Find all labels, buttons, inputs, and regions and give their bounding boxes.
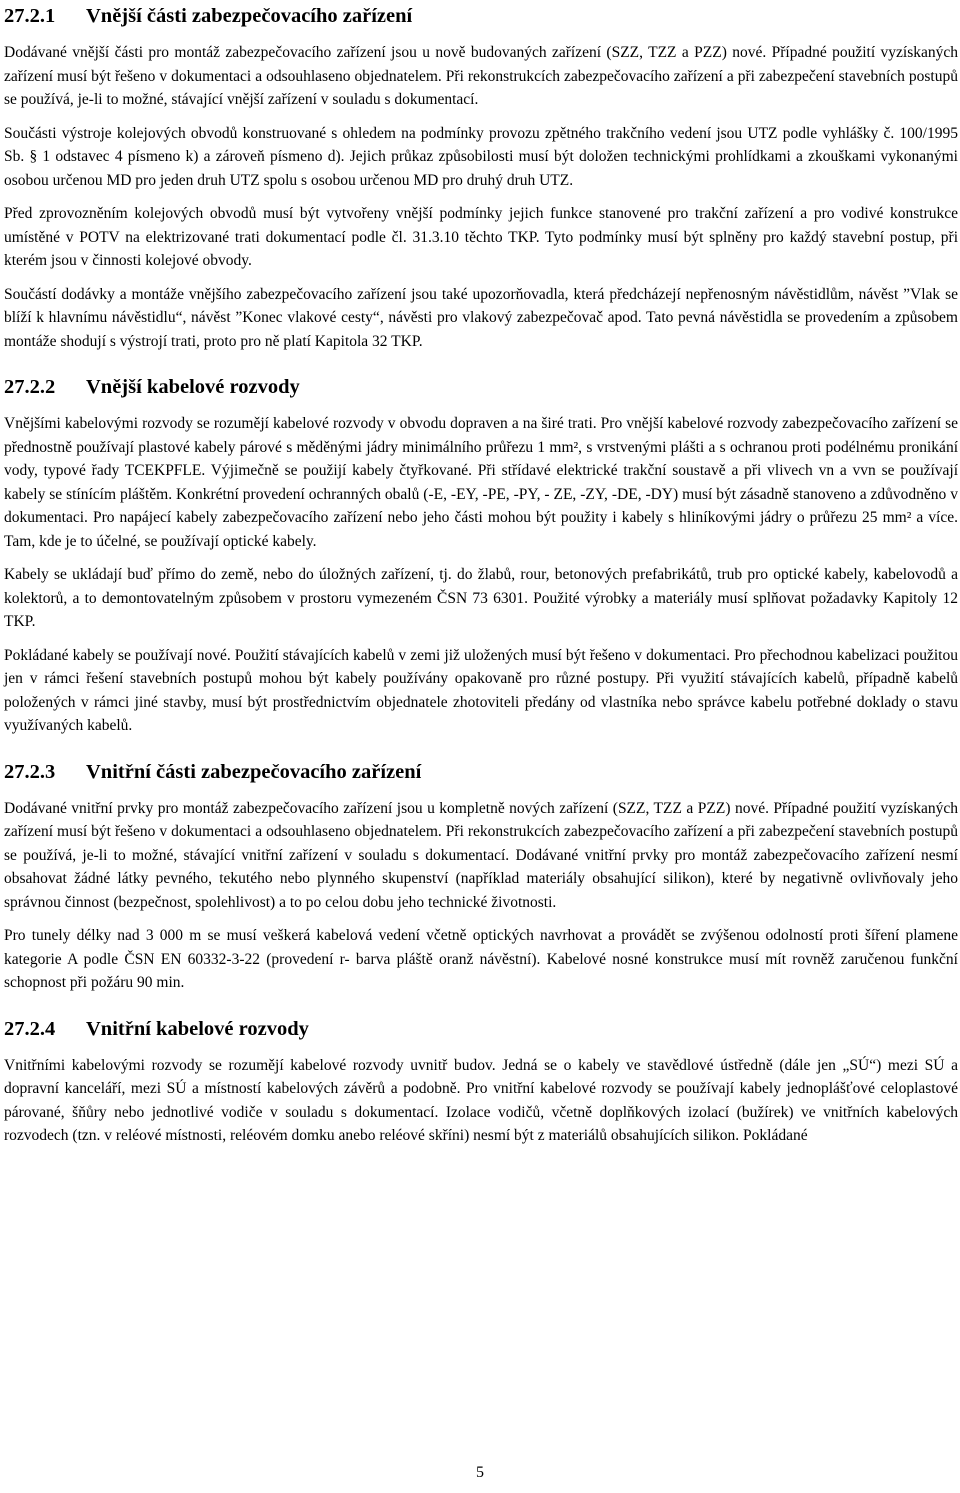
section-heading-27-2-4 bbox=[4, 1017, 958, 1041]
section-title: Vnitřní části zabezpečovacího zařízení bbox=[86, 760, 422, 783]
paragraph: Před zprovozněním kolejových obvodů musí být vytvořeny vnější podmínky jejich funkce stanovené pro trakční zařízení a pro vodivé konstrukce umístěné v POTV na elektrizované trati dokumentací podle čl. 31.3.10 těchto TKP. Tyto podmínky musí být splněny pro každý stavební postup, při kterém jsou v činnosti kolejové obvody. bbox=[4, 205, 958, 269]
section-title: Vnější části zabezpečovacího zařízení bbox=[86, 5, 413, 27]
paragraph: Vnitřními kabelovými rozvody se rozumějí kabelové rozvody uvnitř budov. Jedná se o kabely ve stavědlové ústředně (dále jen „SÚ“) mezi SÚ a dopravní kanceláří, mezi SÚ a místností kabelových závěrů a podobně. Pro vnitřní kabelové rozvody se používají kabely jednoplášťové celoplastové párované, šňůry nebo jednotlivé vodiče v souladu s dokumentací. Izolace vodičů, včetně doplňkových izolací (bužírek) ve vnitřních kabelových rozvodech (tzn. v reléové místnosti, reléovém domku anebo reléové skříni) nesmí být z materiálů obsahujících silikon. Pokládané bbox=[4, 1056, 958, 1144]
section-heading-27-2-2 bbox=[4, 375, 958, 399]
page-number: 5 bbox=[476, 1464, 484, 1481]
section-title: Vnější kabelové rozvody bbox=[86, 376, 300, 398]
section-title: Vnitřní kabelové rozvody bbox=[86, 1017, 309, 1040]
paragraph: Dodávané vnitřní prvky pro montáž zabezpečovacího zařízení jsou u kompletně nových zařízení (SZZ, TZZ a PZZ) nové. Případné použití vyzískaných zařízení musí být řešeno v dokumentaci a odsouhlaseno objednatelem. Při rekonstrukcích zabezpečovacího zařízení a při zabezpečení stavebních postupů se používá, je-li to možné, stávající vnitřní zařízení v souladu s dokumentací. Dodávané vnitřní prvky pro montáž zabezpečovacího zařízení nesmí obsahovat žádné látky pevného, tekutého nebo plynného skupenství (například materiály obsahující silikon), které by negativně ovlivňovaly jeho správnou činnost (bezpečnost, spolehlivost) a to po celou dobu jeho technické životnosti. bbox=[4, 799, 958, 911]
section-number: 27.2.3 bbox=[4, 760, 56, 783]
page-content bbox=[4, 4, 958, 1148]
paragraph: Součástí dodávky a montáže vnějšího zabezpečovacího zařízení jsou také upozorňovadla, která předcházejí nepřenosným návěstidlům, návěst ”Vlak se blíží k hlavnímu návěstidlu“, návěst ”Konec vlakové cesty“, návěsti pro vlakový zabezpečovač apod. Tato pevná návěstidla se provedením a způsobem montáže shodují s výstrojí trati, proto pro ně platí Kapitola 32 TKP. bbox=[4, 285, 958, 350]
section-number: 27.2.1 bbox=[4, 5, 56, 27]
paragraph: Dodávané vnější části pro montáž zabezpečovacího zařízení jsou u nově budovaných zařízení (SZZ, TZZ a PZZ) nové. Případné použití vyzískaných zařízení musí být řešeno v dokumentaci a odsouhlaseno objednatelem. Při rekonstrukcích zabezpečovacího zařízení a při zabezpečení stavebních postupů se používá, je-li to možné, stávající vnější zařízení v souladu s dokumentací. bbox=[4, 44, 958, 108]
paragraph: Pokládané kabely se používají nové. Použití stávajících kabelů v zemi již uložených musí být řešeno v dokumentaci. Pro přechodnou kabelizaci použitou jen v rámci řešení stavebních postupů mohou být kabely používány opakovaně pro různé postupy. Při využití stávajících kabelů, případně kabelů položených v rámci jiné stavby, musí být prostřednictvím objednatele zhotoviteli předány od vlastníka nebo správce kabelu potřebné doklady o stavu využívaných kabelů. bbox=[4, 646, 958, 734]
section-heading-27-2-3 bbox=[4, 760, 958, 784]
section-number: 27.2.2 bbox=[4, 376, 56, 398]
paragraph: Kabely se ukládají buď přímo do země, nebo do úložných zařízení, tj. do žlabů, rour, betonových prefabrikátů, trub pro optické kabely, kabelovodů a kolektorů, a to demontovatelným způsobem v prostoru vymezeném ČSN 73 6301. Použité výrobky a materiály musí splňovat požadavky Kapitoly 12 TKP. bbox=[4, 566, 958, 630]
paragraph: Vnějšími kabelovými rozvody se rozumějí kabelové rozvody v obvodu dopraven a na širé trati. Pro vnější kabelové rozvody zabezpečovacího zařízení se přednostně používají plastové kabely párové s měděnými jádry minimálního průřezu 1 mm², s vrstvenými plášti a s ochranou proti podélnému pronikání vody, typové řady TCEKPFLE. Výjimečně se použijí kabely čtyřkované. Při střídavé elektrické trakční soustavě a při vlivech vn a vvn se používají kabely se stínícím pláštěm. Konkrétní provedení ochranných obalů (-E, -EY, -PE, -PY, - ZE, -ZY, -DE, -DY) musí být zásadně stanoveno a zdůvodněno v dokumentaci. Pro napájecí kabely zabezpečovacího zařízení nebo jeho části mohou být použity i kabely s hliníkovými jádry o průřezu 25 mm² a více. Tam, kde je to účelné, se používají optické kabely. bbox=[4, 415, 958, 550]
section-heading-27-2-1 bbox=[4, 4, 958, 28]
section-number: 27.2.4 bbox=[4, 1017, 56, 1040]
paragraph: Součásti výstroje kolejových obvodů konstruované s ohledem na podmínky provozu zpětného trakčního vedení jsou UTZ podle vyhlášky č. 100/1995 Sb. § 1 odstavec 4 písmeno k) a zároveň písmeno d). Jejich průkaz způsobilosti musí být doložen technickými prohlídkami a zkouškami vykonanými osobou určenou MD pro jeden druh UTZ spolu s osobou určenou MD pro druhý druh UTZ. bbox=[4, 124, 958, 189]
paragraph: Pro tunely délky nad 3 000 m se musí veškerá kabelová vedení včetně optických navrhovat a provádět se zvýšenou odolností proti šíření plamene kategorie A podle ČSN EN 60332-3-22 (provedení r- barva pláště oranž návěstní). Kabelové nosné konstrukce musí mít rovněž zaručenou funkční schopnost při požáru 90 min. bbox=[4, 927, 958, 991]
